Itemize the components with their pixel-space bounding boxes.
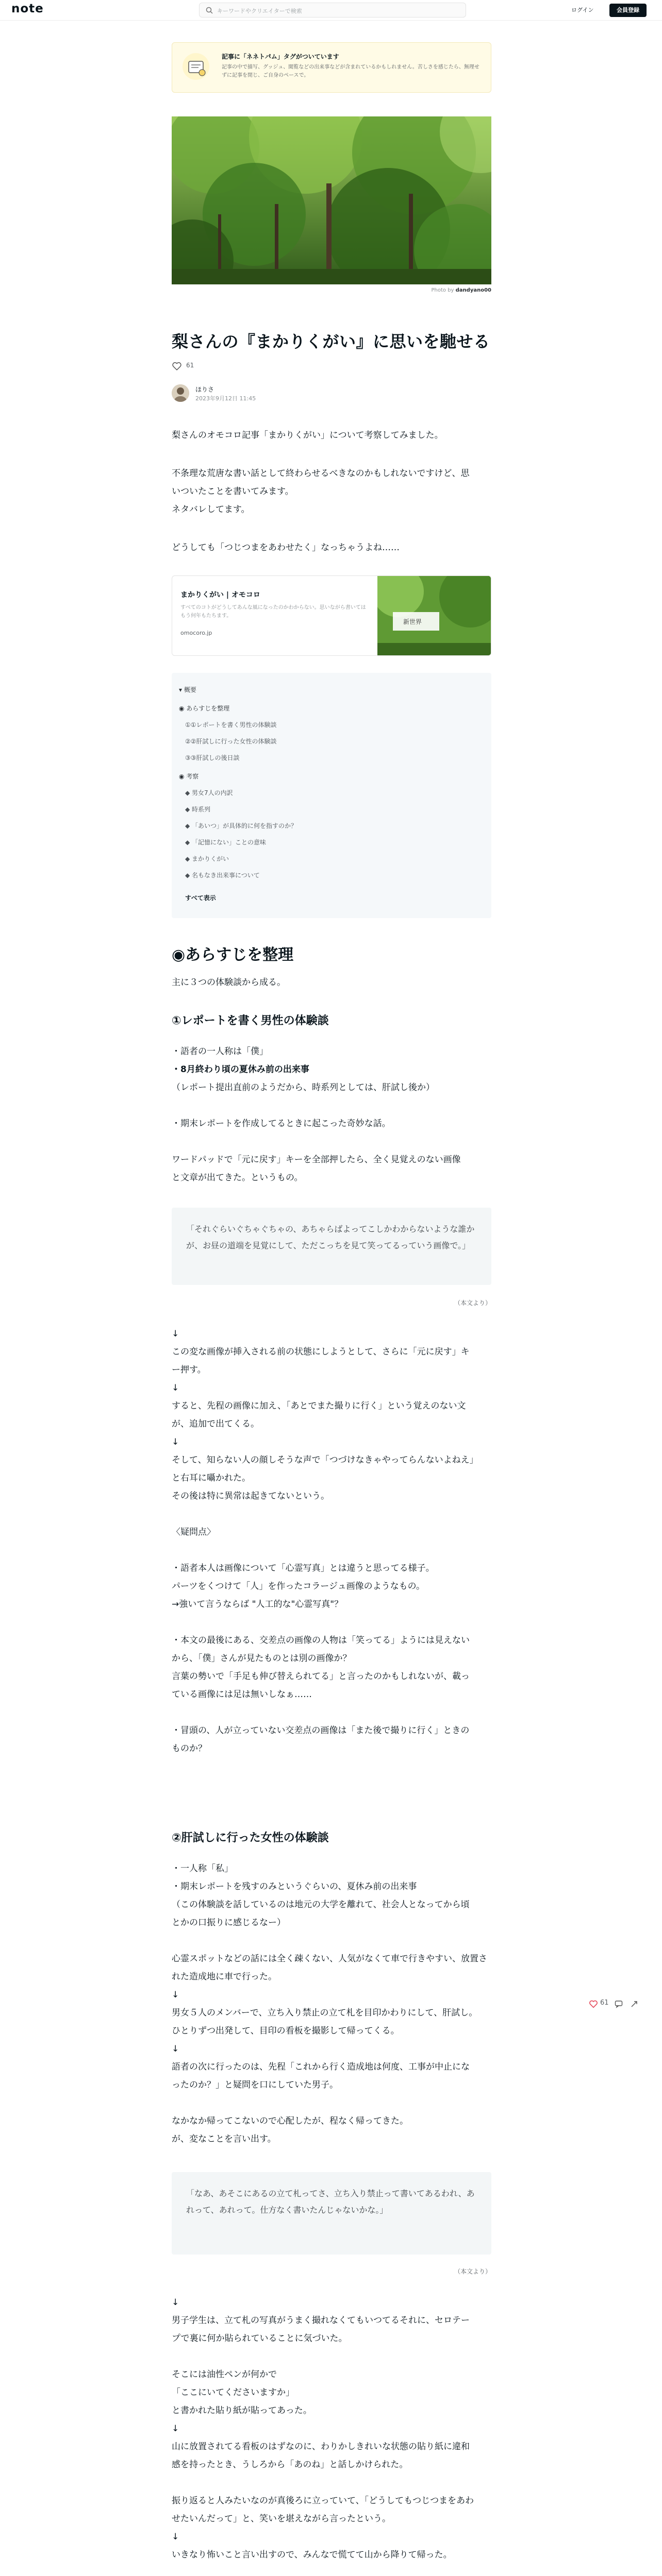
s2-line: 振り返ると人みたいなのが真後ろに立っていて、「どうしてもつじつまをあわ bbox=[172, 2496, 474, 2506]
s1-line: そして、知らない人の顔しそうな声で「つづけなきゃやってらんないよねえ」 bbox=[172, 1455, 478, 1465]
s1-line: ・冒頭の、人が立っていない交差点の画像は「また後で撮りに行く」ときの bbox=[172, 1725, 470, 1736]
s1-line: ・8月終わり頃の夏休み前の出来事 bbox=[172, 1064, 309, 1075]
s1-line: その後は特に異常は起きてないという。 bbox=[172, 1491, 329, 1501]
link-embed-card[interactable] bbox=[172, 575, 491, 656]
toc-show-all-button[interactable]: すべて表示 bbox=[185, 894, 216, 902]
note-logo[interactable]: note bbox=[11, 2, 44, 15]
s2-line: が、変なことを言い出す。 bbox=[172, 2134, 276, 2144]
side-like-count: 61 bbox=[600, 1999, 609, 2007]
embed-thumbnail bbox=[377, 576, 491, 656]
s2-line: ・一人称「私」 bbox=[172, 1863, 233, 1874]
search-input[interactable]: キーワードやクリエイターで検索 bbox=[217, 8, 302, 14]
toc-item[interactable]: ③③肝試しの後日談 bbox=[185, 754, 240, 761]
author-name[interactable]: ほりさ bbox=[195, 386, 214, 393]
quote-text: 「なあ、あそこにあるの立て札ってさ、立ち入り禁止って書いてあるわれ、あれって、あれって。仕方なく書いたんじゃないかな。」 bbox=[186, 2189, 475, 2215]
author-block[interactable] bbox=[172, 383, 378, 404]
toc-item[interactable]: ◆ 時系列 bbox=[185, 806, 211, 813]
arrow: ↓ bbox=[172, 2044, 179, 2054]
section-heading-synopsis: ◉あらすじを整理 bbox=[172, 946, 294, 964]
hero-image bbox=[172, 116, 491, 284]
notice-body: 記事の中で描写、グッジュ、閲覧などの出来事などが含まれているかもしれません。苦しさを感じたら、無理せずに記事を閉じ、ご自身のペースで。 bbox=[222, 64, 479, 78]
sensitive-tag-notice bbox=[172, 42, 491, 93]
s2-line: せたいんだって」と、笑いを堪えながら言ったという。 bbox=[172, 2514, 391, 2524]
credit-prefix: Photo by bbox=[431, 287, 454, 293]
embed-title: まかりくがい | オモコロ bbox=[180, 591, 260, 599]
arrow: ↓ bbox=[172, 2297, 179, 2308]
article-title: 梨さんの『まかりくがい』に思いを馳せる bbox=[172, 332, 490, 351]
arrow: ↓ bbox=[172, 2532, 179, 2542]
intro-p3: どうしても「つじつまをあわせたく」なっちゃうよね…… bbox=[172, 543, 400, 553]
signup-button[interactable]: 会員登録 bbox=[609, 4, 647, 17]
s2-line: とかの口振りに感じるなー） bbox=[172, 1918, 286, 1928]
intro-p2c: ネタバレしてます。 bbox=[172, 504, 250, 515]
s2-line: 山に放置されてる看板のはずなのに、わりかしきれいな状態の貼り紙に違和 bbox=[172, 2442, 470, 2452]
s1-line: ー押す。 bbox=[172, 1365, 206, 1375]
s2-line: 語者の次に行ったのは、先程「これから行く造成地は何度、工事が中止にな bbox=[172, 2062, 470, 2072]
s1-line: パーツをくつけて「人」を作ったコラージュ画像のようなもの。 bbox=[172, 1581, 425, 1591]
s1-lead: 主に３つの体験談から成る。 bbox=[172, 977, 286, 988]
s2-line: れた造成地に車で行った。 bbox=[172, 1972, 277, 1982]
toc-item[interactable]: ◉ 考察 bbox=[179, 773, 199, 780]
arrow: ↓ bbox=[172, 1383, 179, 1393]
embed-thumb-caption: 新世界 bbox=[403, 618, 422, 625]
toc-item[interactable]: ◉ あらすじを整理 bbox=[179, 705, 230, 712]
publish-date: 2023年9月12日 11:45 bbox=[195, 395, 256, 402]
quote-text: 「それぐらいぐちゃぐちゃの、あちゃらばよってこしかわからないような誰かが、お昼の道端を見覚にして、ただこっちを見て笑ってるっていう画像で。」 bbox=[186, 1224, 475, 1250]
s2-line: いきなり怖いこと言い出すので、みんなで慌てて山から降りて帰った。 bbox=[172, 2550, 452, 2560]
toc-item[interactable]: ◆ 男女7人の内訳 bbox=[185, 789, 233, 796]
s1-line: →強いて言うならば "人工的な"心霊写真"？ bbox=[172, 1599, 343, 1609]
search-box[interactable] bbox=[199, 3, 466, 18]
toc-item[interactable]: ②②肝試しに行った女性の体験談 bbox=[185, 738, 277, 745]
heart-icon[interactable] bbox=[589, 1999, 598, 2009]
photo-credit bbox=[361, 287, 491, 293]
heart-icon[interactable] bbox=[172, 361, 182, 371]
s1-line: ワードパッドで「元に戻す」キーを全部押したら、全く見覚えのない画像 bbox=[172, 1155, 461, 1165]
s1-line: 言葉の勢いで「手足も伸び替えられてる」と言ったのかもしれないが、載っ bbox=[172, 1671, 470, 1682]
s1-subheading: ①レポートを書く男性の体験談 bbox=[172, 1014, 329, 1027]
toc-item[interactable]: ①①レポートを書く男性の体験談 bbox=[185, 721, 277, 728]
s2-line: ったのか？」と疑問を口にしていた男子。 bbox=[172, 2080, 338, 2090]
toc-item[interactable]: ◆ まかりくがい bbox=[185, 855, 229, 862]
s1-line: ている画像には足は無いしなぁ…… bbox=[172, 1689, 312, 1700]
s2-line: プで裏に何か貼られていることに気づいた。 bbox=[172, 2333, 347, 2344]
table-of-contents bbox=[172, 673, 491, 918]
intro-p1: 梨さんのオモコロ記事「まかりくがい」について考察してみました。 bbox=[172, 430, 443, 440]
s1-line: すると、先程の画像に加え、「あとでまた撮りに行く」という覚えのない文 bbox=[172, 1401, 466, 1411]
forest-photo bbox=[172, 116, 491, 284]
s1-line: から、「僕」さんが見たものとは別の画像か？ bbox=[172, 1653, 352, 1664]
notice-title: 記事に「ネネトパム」タグがついています bbox=[222, 53, 339, 60]
s1-line: が、追加で出てくる。 bbox=[172, 1419, 259, 1429]
s1-line: ・本文の最後にある、交差点の画像の人物は「笑ってる」ようには見えない bbox=[172, 1635, 470, 1646]
s2-line: 「ここにいてくださいますか」 bbox=[172, 2387, 294, 2398]
arrow: ↓ bbox=[172, 1990, 179, 2000]
notice-illustration-icon bbox=[181, 52, 210, 81]
s1-line: と文章が出てきた。というもの。 bbox=[172, 1173, 303, 1183]
s2-line: ひとりずつ出発して、目印の看板を撮影して帰ってくる。 bbox=[172, 2026, 400, 2036]
embed-description: すべてのコトがどうしてあんな風になったのかわからない。思いながら書いてはもう何年もたちます。 bbox=[180, 605, 366, 619]
floating-actions bbox=[589, 1997, 651, 2012]
toc-item[interactable]: ◆ 名もなき出来事について bbox=[185, 872, 260, 879]
quote-source: （本文より） bbox=[454, 1299, 491, 1307]
arrow: ↓ bbox=[172, 1329, 179, 1339]
quote-block bbox=[172, 2172, 491, 2255]
s2-line: 心霊スポットなどの話には全く疎くない、人気がなくて車で行きやすい、放置さ bbox=[172, 1954, 487, 1964]
s1-line: と右耳に囁かれた。 bbox=[172, 1473, 251, 1483]
s2-subheading: ②肝試しに行った女性の体験談 bbox=[172, 1832, 329, 1844]
search-icon bbox=[206, 7, 213, 14]
doubt-label: 〈疑問点〉 bbox=[172, 1527, 216, 1537]
s2-line: そこには油性ペンが何かで bbox=[172, 2369, 277, 2380]
login-button[interactable]: ログイン bbox=[571, 7, 594, 13]
s2-line: （この体験談を話しているのは地元の大学を離れて、社会人となってから頃 bbox=[172, 1900, 470, 1910]
s2-line: 男子学生は、立て札の写真がうまく撮れなくてもいつてるそれに、セロテー bbox=[172, 2315, 470, 2326]
intro-p2b: いついたことを書いてみます。 bbox=[172, 486, 294, 497]
arrow: ↓ bbox=[172, 1437, 179, 1447]
toc-item[interactable]: ◆ 「あいつ」が具体的に何を指すのか？ bbox=[185, 822, 297, 829]
s2-line: 男女５人のメンバーで、立ち入り禁止の立て札を目印かわりにして、肝試し。 bbox=[172, 2008, 478, 2018]
arrow: ↓ bbox=[172, 2424, 179, 2434]
photo-credit-link[interactable]: dandyano00 bbox=[455, 287, 491, 293]
like-count: 61 bbox=[186, 362, 194, 369]
s2-line: と書かれた貼り紙が貼ってあった。 bbox=[172, 2405, 312, 2416]
s1-line: ものか？ bbox=[172, 1743, 207, 1754]
quote-source: （本文より） bbox=[454, 2268, 491, 2275]
s1-line: ・期末レポートを作成してるときに起こった奇妙な話。 bbox=[172, 1118, 391, 1129]
s1-line: ・語者本人は画像について「心霊写真」とは違うと思ってる様子。 bbox=[172, 1563, 435, 1573]
quote-block bbox=[172, 1208, 491, 1285]
embed-url: omocoro.jp bbox=[180, 630, 212, 636]
s2-line: 感を持ったとき、うしろから「あのね」と話しかけられた。 bbox=[172, 2460, 408, 2470]
top-header bbox=[0, 0, 662, 21]
comment-icon[interactable] bbox=[615, 2000, 623, 2008]
s2-line: ・期末レポートを残すのみというぐらいの、夏休み前の出来事 bbox=[172, 1882, 417, 1892]
s1-line: ・語者の一人称は「僕」 bbox=[172, 1046, 268, 1057]
share-icon[interactable] bbox=[630, 2000, 638, 2008]
s2-line: なかなか帰ってこないので心配したが、程なく帰ってきた。 bbox=[172, 2116, 408, 2126]
author-avatar[interactable] bbox=[172, 384, 189, 402]
s1-line: この変な画像が挿入される前の状態にしようとして、さらに「元に戻す」キ bbox=[172, 1347, 470, 1357]
intro-p2a: 不条理な荒唐な書い話として終わらせるべきなのかもしれないですけど、思 bbox=[172, 468, 470, 479]
toc-item[interactable]: ▾ 概要 bbox=[179, 686, 196, 693]
toc-item[interactable]: ◆ 「記憶にない」ことの意味 bbox=[185, 839, 267, 846]
s1-line: （レポート提出直前のようだから、時系列としては、肝試し後か） bbox=[172, 1082, 435, 1093]
